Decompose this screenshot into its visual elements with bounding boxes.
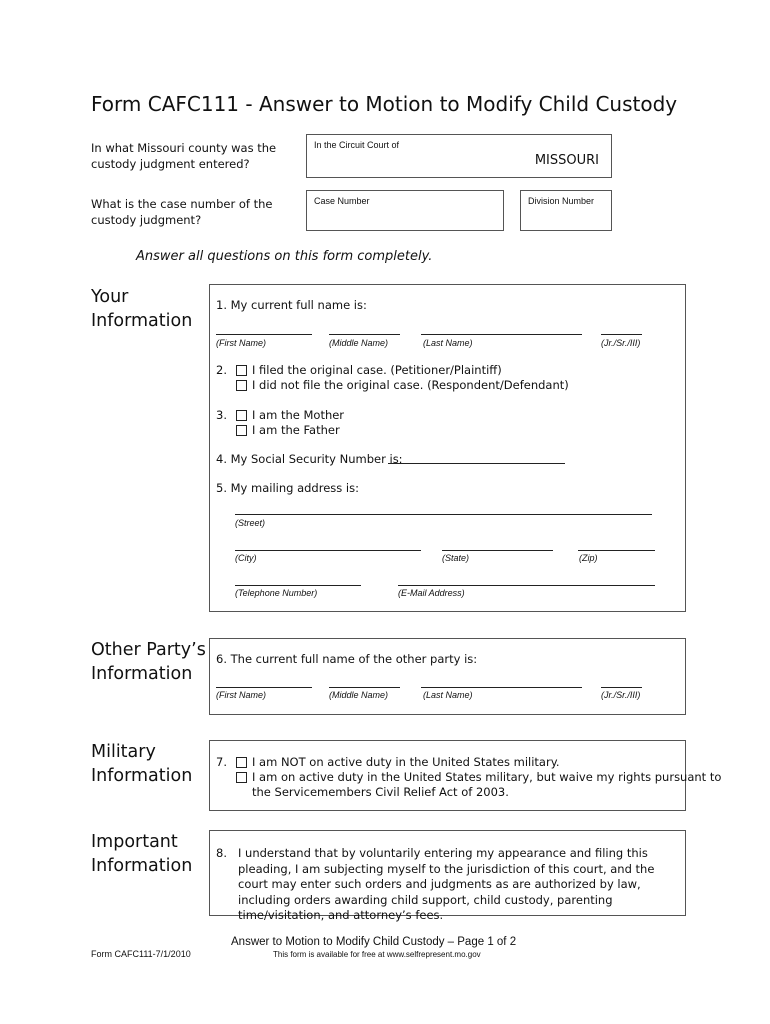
street-line[interactable]	[235, 514, 652, 515]
first-name-line[interactable]	[216, 334, 312, 335]
military-heading: Military Information	[91, 742, 193, 786]
case-number-label: Case Number	[314, 196, 370, 206]
city-label: (City)	[235, 553, 257, 563]
active-duty-checkbox[interactable]	[236, 772, 247, 783]
q4-text: 4. My Social Security Number is:	[216, 452, 403, 466]
other-party-heading: Other Party’s Information	[91, 640, 206, 684]
suffix-line[interactable]	[601, 334, 642, 335]
county-question: In what Missouri county was the custody judgment entered?	[91, 141, 277, 171]
q8-number: 8.	[216, 846, 227, 860]
other-party-section	[209, 638, 686, 715]
important-section	[209, 830, 686, 922]
other-suffix-label: (Jr./Sr./III)	[601, 690, 641, 700]
ssn-line[interactable]	[388, 463, 565, 464]
q5-text: 5. My mailing address is:	[216, 481, 359, 495]
petitioner-checkbox[interactable]	[236, 365, 247, 376]
suffix-label: (Jr./Sr./III)	[601, 338, 641, 348]
telephone-label: (Telephone Number)	[235, 588, 318, 598]
other-first-name-label: (First Name)	[216, 690, 266, 700]
q8-text: I understand that by voluntarily entering my appearance and filing this pleading, I am subjecting myself to the jurisdiction of this court, and the court may enter such orders and judgments as are authorized by law, including orders awarding child support, child custody, parenting time/visitation, and attorney’s fees.	[238, 846, 655, 922]
state-line[interactable]	[442, 550, 553, 551]
street-label: (Street)	[235, 518, 266, 528]
circuit-court-label: In the Circuit Court of	[314, 140, 400, 150]
middle-name-line[interactable]	[329, 334, 400, 335]
petitioner-option-label: I filed the original case. (Petitioner/Plaintiff)	[252, 363, 502, 377]
your-information-heading: Your Information	[91, 287, 193, 331]
respondent-checkbox[interactable]	[236, 380, 247, 391]
page-title: Form CAFC111 - Answer to Motion to Modify Child Custody	[91, 92, 678, 116]
other-first-name-line[interactable]	[216, 687, 312, 688]
first-name-label: (First Name)	[216, 338, 266, 348]
other-last-name-label: (Last Name)	[423, 690, 473, 700]
case-number-question: What is the case number of the custody judgment?	[91, 197, 273, 227]
q2-number: 2.	[216, 363, 227, 377]
footer-page-title: Answer to Motion to Modify Child Custody – Page 1 of 2	[231, 936, 517, 948]
military-section	[209, 740, 722, 811]
zip-line[interactable]	[578, 550, 655, 551]
email-label: (E-Mail Address)	[398, 588, 465, 598]
active-duty-label-line1: I am on active duty in the United States military, but waive my rights pursuant to	[252, 770, 722, 784]
city-line[interactable]	[235, 550, 421, 551]
mother-checkbox[interactable]	[236, 410, 247, 421]
father-checkbox[interactable]	[236, 425, 247, 436]
q6-text: 6. The current full name of the other party is:	[216, 652, 478, 666]
mother-option-label: I am the Mother	[252, 408, 345, 422]
circuit-court-field[interactable]	[306, 134, 612, 178]
last-name-line[interactable]	[421, 334, 582, 335]
state-value: MISSOURI	[534, 153, 599, 168]
other-last-name-line[interactable]	[421, 687, 582, 688]
division-number-field[interactable]	[520, 190, 612, 231]
zip-label: (Zip)	[579, 553, 598, 563]
father-option-label: I am the Father	[252, 423, 340, 437]
important-heading: Important Information	[91, 832, 193, 876]
other-middle-name-line[interactable]	[329, 687, 400, 688]
active-duty-label-line2: the Servicemembers Civil Relief Act of 2003.	[252, 785, 509, 799]
footer-availability: This form is available for free at www.selfrepresent.mo.gov	[273, 950, 481, 959]
not-active-duty-checkbox[interactable]	[236, 757, 247, 768]
q1-text: 1. My current full name is:	[216, 298, 367, 312]
q7-number: 7.	[216, 755, 227, 769]
other-middle-name-label: (Middle Name)	[329, 690, 389, 700]
last-name-label: (Last Name)	[423, 338, 473, 348]
your-information-section	[209, 284, 686, 612]
instruction-text: Answer all questions on this form completely.	[136, 249, 433, 264]
state-label: (State)	[442, 553, 470, 563]
not-active-duty-label: I am NOT on active duty in the United States military.	[252, 755, 560, 769]
footer-form-id: Form CAFC111-7/1/2010	[91, 949, 191, 959]
email-line[interactable]	[398, 585, 655, 586]
q3-number: 3.	[216, 408, 227, 422]
case-number-field[interactable]	[306, 190, 504, 231]
respondent-option-label: I did not file the original case. (Respondent/Defendant)	[252, 378, 569, 392]
telephone-line[interactable]	[235, 585, 361, 586]
division-number-label: Division Number	[528, 196, 595, 206]
middle-name-label: (Middle Name)	[329, 338, 389, 348]
other-suffix-line[interactable]	[601, 687, 642, 688]
